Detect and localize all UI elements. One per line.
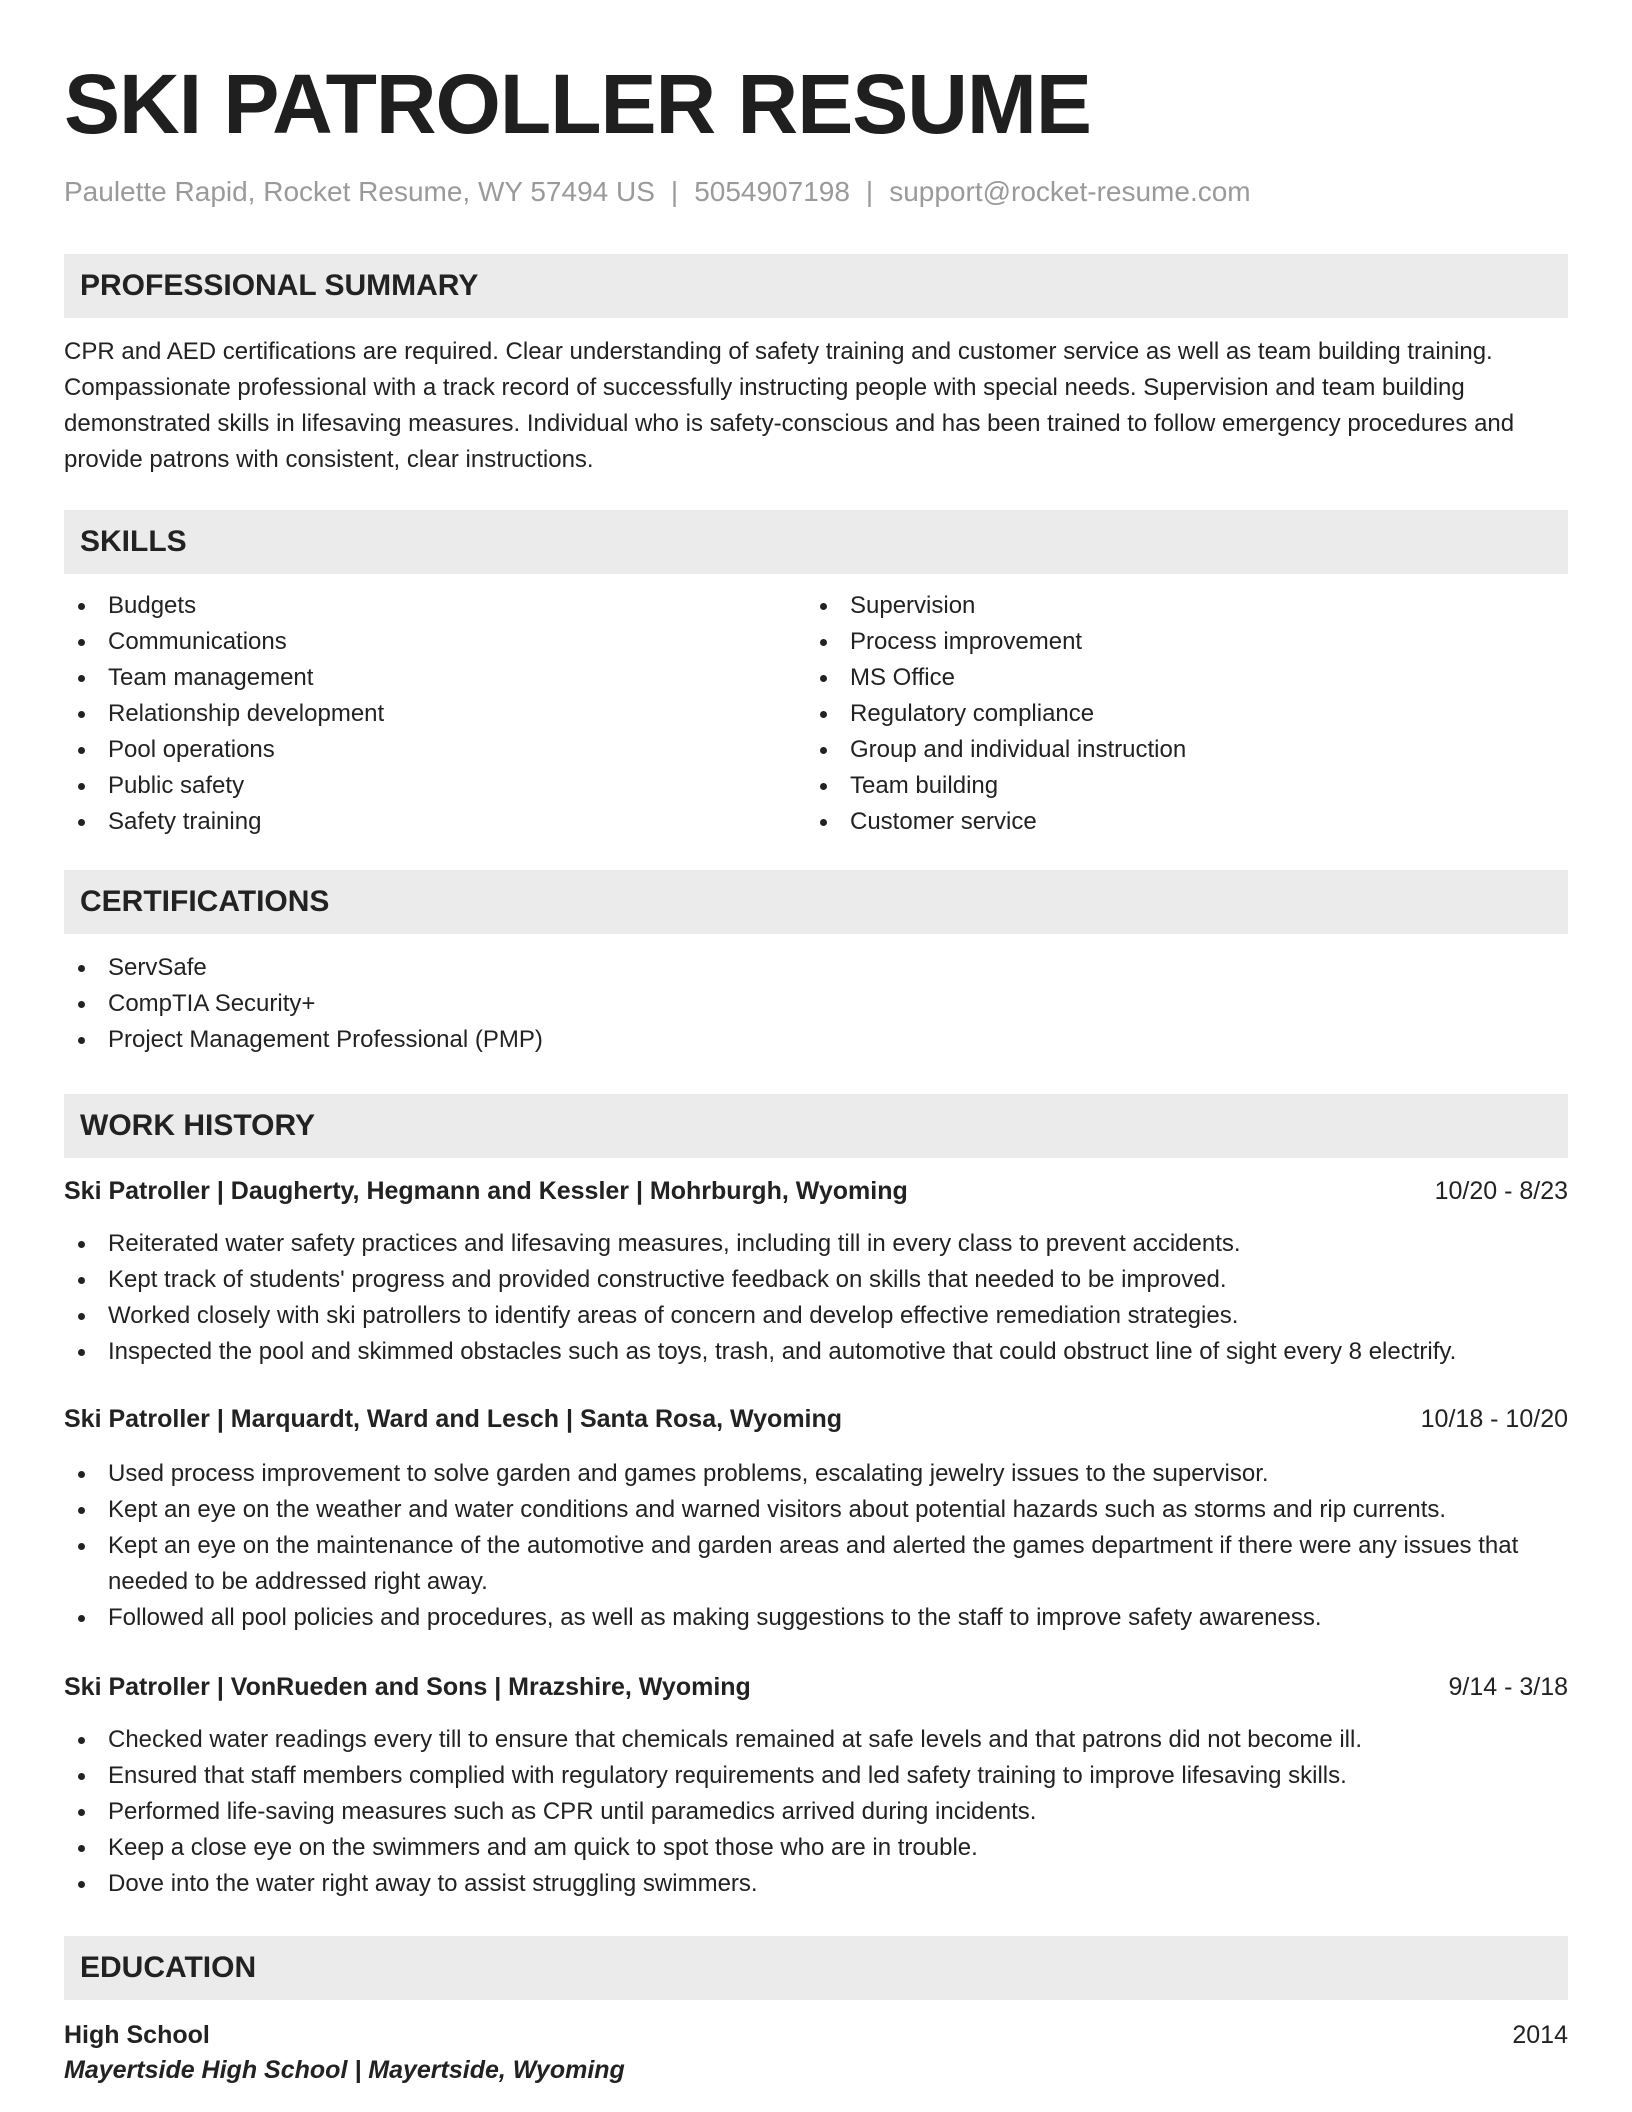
job-bullet: Kept an eye on the weather and water conditions and warned visitors about potential hazards such as storms and rip currents.: [64, 1492, 1568, 1528]
contact-email: support@rocket-resume.com: [889, 176, 1251, 207]
education-school: Mayertside High School | Mayertside, Wyoming: [64, 2056, 625, 2084]
job-dates: 9/14 - 3/18: [1448, 1673, 1568, 1701]
certifications-heading: CERTIFICATIONS: [64, 870, 1568, 934]
skills-section: [64, 510, 1568, 840]
summary-heading: PROFESSIONAL SUMMARY: [64, 254, 1568, 318]
certification-item: ServSafe: [64, 950, 1568, 986]
certifications-section: [64, 870, 1568, 1058]
skill-item: Group and individual instruction: [806, 732, 1548, 768]
skills-list-left: [64, 588, 806, 840]
skill-item: MS Office: [806, 660, 1548, 696]
job-bullet: Reiterated water safety practices and lifesaving measures, including till in every class to prevent accidents.: [64, 1226, 1568, 1262]
skill-item: Pool operations: [64, 732, 806, 768]
page-title: SKI PATROLLER RESUME: [64, 57, 1091, 151]
job-header: [64, 1174, 1568, 1208]
job-bullet: Dove into the water right away to assist struggling swimmers.: [64, 1866, 1568, 1902]
skill-item: Public safety: [64, 768, 806, 804]
job-title: Ski Patroller | Marquardt, Ward and Lesch | Santa Rosa, Wyoming: [64, 1405, 843, 1433]
skill-item: Budgets: [64, 588, 806, 624]
education-heading: EDUCATION: [64, 1936, 1568, 2000]
job-title: Ski Patroller | VonRueden and Sons | Mrazshire, Wyoming: [64, 1673, 751, 1701]
certification-item: Project Management Professional (PMP): [64, 1022, 1568, 1058]
job-entry: [64, 1174, 1568, 1370]
skill-item: Customer service: [806, 804, 1548, 840]
job-bullet: Checked water readings every till to ensure that chemicals remained at safe levels and that patrons did not become ill.: [64, 1722, 1568, 1758]
skills-list-right: [806, 588, 1548, 840]
job-entry: [64, 1402, 1568, 1636]
contact-phone: 5054907198: [694, 176, 850, 207]
job-bullet: Used process improvement to solve garden and games problems, escalating jewelry issues to the supervisor.: [64, 1456, 1568, 1492]
skill-item: Team building: [806, 768, 1548, 804]
job-bullet: Ensured that staff members complied with regulatory requirements and led safety training to improve lifesaving skills.: [64, 1758, 1568, 1794]
certification-item: CompTIA Security+: [64, 986, 1568, 1022]
job-bullets: [64, 1722, 1568, 1902]
skills-grid: [64, 588, 1568, 840]
job-title: Ski Patroller | Daugherty, Hegmann and Kessler | Mohrburgh, Wyoming: [64, 1177, 908, 1205]
job-dates: 10/18 - 10/20: [1420, 1405, 1568, 1433]
job-bullet: Followed all pool policies and procedures, as well as making suggestions to the staff to improve safety awareness.: [64, 1600, 1568, 1636]
job-dates: 10/20 - 8/23: [1434, 1177, 1568, 1205]
contact-separator: |: [865, 176, 874, 207]
job-bullet: Worked closely with ski patrollers to identify areas of concern and develop effective remediation strategies.: [64, 1298, 1568, 1334]
contact-separator: |: [670, 176, 679, 207]
job-bullet: Keep a close eye on the swimmers and am quick to spot those who are in trouble.: [64, 1830, 1568, 1866]
job-bullet: Kept track of students' progress and provided constructive feedback on skills that needed to be improved.: [64, 1262, 1568, 1298]
summary-text: CPR and AED certifications are required. Clear understanding of safety training and customer service as well as team building training. Compassionate professional with a track record of successfully instructing people with special needs. Supervision and team building demonstrated skills in lifesaving measures. Individual who is safety-conscious and has been trained to follow emergency procedures and provide patrons with consistent, clear instructions.: [64, 338, 1515, 473]
education-degree: High School: [64, 2021, 210, 2049]
certifications-list: [64, 950, 1568, 1058]
job-bullet: Kept an eye on the maintenance of the automotive and garden areas and alerted the games department if there were any issues that needed to be addressed right away.: [64, 1528, 1568, 1600]
job-entry: [64, 1670, 1568, 1902]
job-header: [64, 1670, 1568, 1704]
summary-section: [64, 254, 1568, 478]
job-bullet: Performed life-saving measures such as CPR until paramedics arrived during incidents.: [64, 1794, 1568, 1830]
skill-item: Relationship development: [64, 696, 806, 732]
education-year: 2014: [1512, 2021, 1568, 2049]
skill-item: Regulatory compliance: [806, 696, 1548, 732]
skill-item: Communications: [64, 624, 806, 660]
job-bullets: [64, 1226, 1568, 1370]
work-heading: WORK HISTORY: [64, 1094, 1568, 1158]
skill-item: Team management: [64, 660, 806, 696]
contact-address: Paulette Rapid, Rocket Resume, WY 57494 US: [64, 176, 655, 207]
skill-item: Safety training: [64, 804, 806, 840]
education-header: [64, 2018, 1568, 2052]
skills-heading: SKILLS: [64, 510, 1568, 574]
skill-item: Process improvement: [806, 624, 1548, 660]
education-section: [64, 1936, 1568, 2088]
contact-line: [64, 174, 1568, 210]
job-header: [64, 1402, 1568, 1436]
job-bullet: Inspected the pool and skimmed obstacles such as toys, trash, and automotive that could obstruct line of sight every 8 electrify.: [64, 1334, 1568, 1370]
job-bullets: [64, 1456, 1568, 1636]
skill-item: Supervision: [806, 588, 1548, 624]
work-section: [64, 1094, 1568, 1902]
